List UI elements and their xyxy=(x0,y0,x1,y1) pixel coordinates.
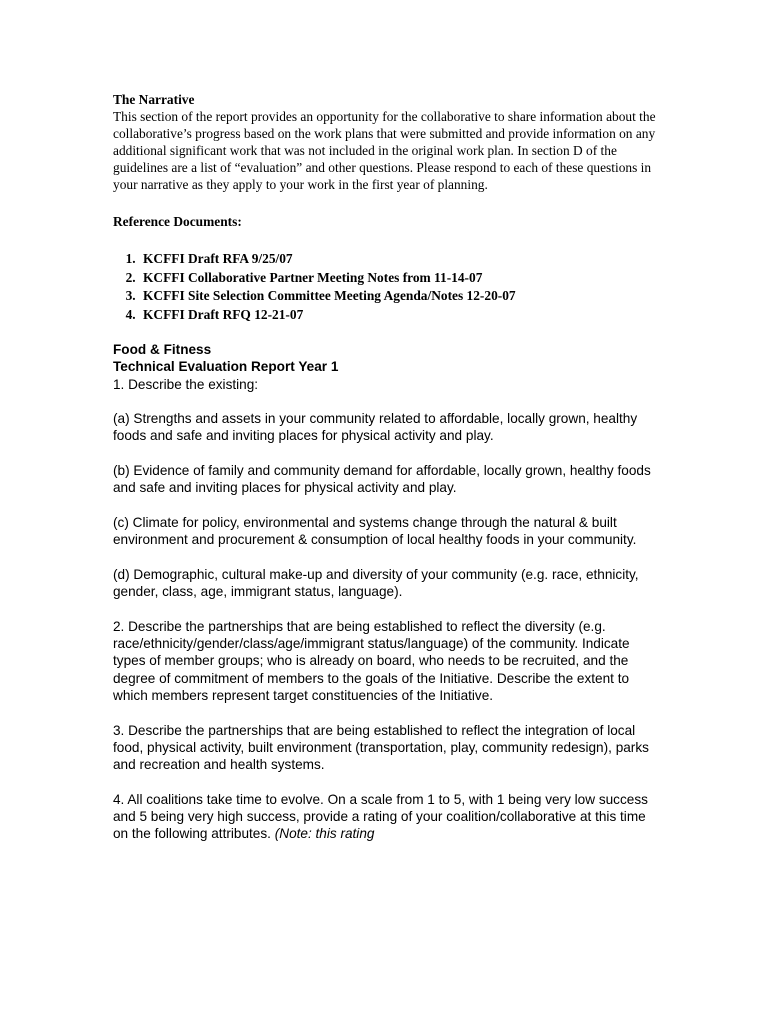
report-title-line2: Technical Evaluation Report Year 1 xyxy=(113,359,339,375)
question-3: 3. Describe the partnerships that are being established to reflect the integration of local food, physical activity, built environment (transportation, play, community redesign), parks and recreation and health systems. xyxy=(113,722,649,773)
question-4 xyxy=(113,791,658,843)
document-content xyxy=(113,91,658,843)
reference-item: 1. KCFFI Draft RFA 9/25/07 xyxy=(139,250,658,269)
reference-item: 2. KCFFI Collaborative Partner Meeting Notes from 11-14-07 xyxy=(139,269,658,288)
question-2: 2. Describe the partnerships that are being established to reflect the diversity (e.g. race/ethnicity/gender/class/age/immigrant status/language) of the community. Indicate types of member groups; who is already on board, who needs to be recruited, and the degree of commitment of members to the goals of the Initiative. Describe the extent to which members represent target constituencies of the Initiative. xyxy=(113,618,630,703)
question-4-note: (Note: this rating xyxy=(274,826,375,842)
narrative-body: This section of the report provides an opportunity for the collaborative to share information about the collaborative’s progress based on the work plans that were submitted and provide information on any additional significant work that was not included in the original work plan. In section D of the guidelines are a list of “evaluation” and other questions. Please respond to each of these questions in your narrative as they apply to your work in the first year of planning. xyxy=(113,109,656,192)
question-1d: (d) Demographic, cultural make-up and diversity of your community (e.g. race, ethnicity, gender, class, age, immigrant status, language). xyxy=(113,566,639,600)
reference-item: 3. KCFFI Site Selection Committee Meeting Agenda/Notes 12-20-07 xyxy=(139,287,658,306)
question-1c: (c) Climate for policy, environmental and systems change through the natural & built environment and procurement & consumption of local healthy foods in your community. xyxy=(113,514,637,548)
reference-item: 4. KCFFI Draft RFQ 12-21-07 xyxy=(139,306,658,325)
reference-documents-list xyxy=(113,250,658,324)
narrative-title: The Narrative xyxy=(113,92,195,107)
reference-documents-heading: Reference Documents: xyxy=(113,214,242,229)
report-title-line1: Food & Fitness xyxy=(113,342,212,357)
question-4-text: 4. All coalitions take time to evolve. On a scale from 1 to 5, with 1 being very low success and 5 being very high success, provide a rating of your coalition/collaborative at this time on the following attributes. xyxy=(113,791,648,842)
question-1b: (b) Evidence of family and community demand for affordable, locally grown, healthy foods and safe and inviting places for physical activity and play. xyxy=(113,463,651,496)
question-1-intro: 1. Describe the existing: xyxy=(113,376,259,392)
question-1a: (a) Strengths and assets in your community related to affordable, locally grown, healthy foods and safe and inviting places for physical activity and play. xyxy=(113,411,638,444)
